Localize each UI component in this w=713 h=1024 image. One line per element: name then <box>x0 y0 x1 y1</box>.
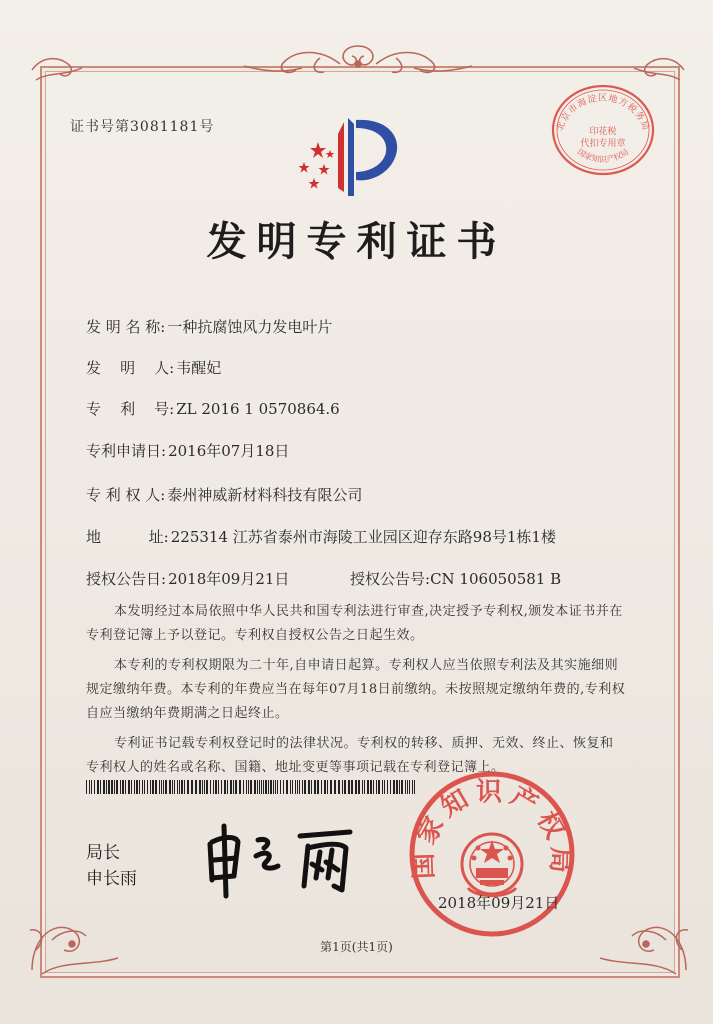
field-filing-date <box>86 440 289 461</box>
barcode-bar <box>147 780 148 794</box>
body-paragraph-1: 本发明经过本局依照中华人民共和国专利法进行审查,决定授予专利权,颁发本证书并在专利登记簿上予以登记。专利权自授权公告之日起生效。 <box>86 604 623 643</box>
barcode-bar <box>218 780 219 794</box>
body-paragraph-2: 本专利的专利权期限为二十年,自申请日起算。专利权人应当依照专利法及其实施细则规定缴纳年费。本专利的年费应当在每年07月18日前缴纳。未按照规定缴纳年费的,专利权自应当缴纳年费期满之日起终止。 <box>86 658 626 721</box>
barcode-bar <box>308 780 310 794</box>
barcode-bar <box>362 780 363 794</box>
barcode-bar <box>204 780 205 794</box>
barcode-bar <box>103 780 105 794</box>
barcode-bar <box>378 780 380 794</box>
barcode-bar <box>364 780 365 794</box>
director-title: 局长 <box>86 843 120 863</box>
barcode-bar <box>344 780 346 794</box>
field-value: 泰州神威新材料科技有限公司 <box>167 486 363 504</box>
barcode-bar <box>254 780 256 794</box>
barcode-bar <box>116 780 118 794</box>
field-label: 发 明 人: <box>86 359 175 377</box>
barcode-bar <box>268 780 269 794</box>
barcode-bar <box>235 780 237 794</box>
barcode-bar <box>215 780 217 794</box>
barcode-bar <box>86 780 87 794</box>
field-label: 地 址: <box>86 528 169 546</box>
barcode-bar <box>263 780 264 794</box>
barcode-bar <box>384 780 385 794</box>
barcode-bar <box>155 780 157 794</box>
barcode-bar <box>210 780 211 794</box>
tax-stamp-line2: 代扣专用章 <box>580 139 626 149</box>
barcode-bar <box>165 780 167 794</box>
barcode-bar <box>275 780 276 794</box>
barcode-bar <box>174 780 175 794</box>
barcode-bar <box>150 780 151 794</box>
barcode-bar <box>390 780 391 794</box>
barcode-bar <box>317 780 319 794</box>
barcode-bar <box>108 780 110 794</box>
seal-arc-text: 国家知识产权局 <box>408 777 576 880</box>
corner-ornament-top-left <box>28 50 88 90</box>
barcode-bar <box>144 780 145 794</box>
field-value: 一种抗腐蚀风力发电叶片 <box>167 318 333 336</box>
barcode-bar <box>177 780 178 794</box>
barcode-bar <box>311 780 312 794</box>
barcode-bar <box>342 780 343 794</box>
barcode-bar <box>304 780 306 794</box>
barcode-bar <box>159 780 160 794</box>
barcode-bar <box>230 780 232 794</box>
barcode-bar <box>393 780 395 794</box>
barcode-bar <box>348 780 350 794</box>
barcode-bar <box>257 780 258 794</box>
body-paragraph-3: 专利证书记载专利权登记时的法律状况。专利权的转移、质押、无效、终止、恢复和专利权人的姓名或名称、国籍、地址变更等事项记载在专利登记簿上。 <box>86 736 614 775</box>
tax-stamp-arc-text: 北京市海淀区地方税务局 <box>555 93 651 133</box>
patent-office-logo <box>294 112 410 202</box>
barcode-bar <box>161 780 162 794</box>
field-value: 2018年09月21日 <box>168 570 290 588</box>
field-patent-number <box>86 398 340 419</box>
barcode-bar <box>355 780 357 794</box>
barcode-bar <box>139 780 140 794</box>
barcode-bar <box>191 780 193 794</box>
barcode-bar <box>152 780 154 794</box>
director-name: 申长雨 <box>86 869 137 889</box>
barcode-bar <box>273 780 274 794</box>
seal-date: 2018年09月21日 <box>438 894 560 912</box>
field-value: CN 106050581 B <box>430 570 562 588</box>
barcode-bar <box>338 780 340 794</box>
barcode-bar <box>202 780 203 794</box>
barcode-bar <box>246 780 247 794</box>
barcode-bar <box>270 780 272 794</box>
field-label: 专 利 号: <box>86 400 175 418</box>
barcode-bar <box>184 780 185 794</box>
barcode-bar <box>283 780 284 794</box>
barcode-bar <box>227 780 228 794</box>
barcode-bar <box>250 780 252 794</box>
field-invention-name <box>86 316 332 337</box>
barcode-bar <box>334 780 336 794</box>
director-signature <box>200 820 370 900</box>
barcode-bar <box>131 780 132 794</box>
field-value: ZL 2016 1 0570864.6 <box>176 400 340 418</box>
barcode-bar <box>213 780 214 794</box>
barcode-bar <box>399 780 400 794</box>
field-label: 授权公告号: <box>350 570 431 588</box>
barcode-bar <box>387 780 388 794</box>
barcode-bar <box>94 780 95 794</box>
barcode-bar <box>239 780 241 794</box>
barcode-bar <box>224 780 226 794</box>
field-value: 2016年07月18日 <box>168 442 290 460</box>
barcode-bar <box>122 780 124 794</box>
barcode-bar <box>100 780 101 794</box>
field-patentee <box>86 484 362 505</box>
field-address <box>86 526 556 547</box>
barcode-bar <box>351 780 353 794</box>
barcode-bar <box>327 780 328 794</box>
barcode-bar <box>172 780 173 794</box>
barcode-bar <box>290 780 291 794</box>
barcode-bar <box>89 780 90 794</box>
patent-office-seal <box>406 768 578 940</box>
barcode-bar <box>125 780 126 794</box>
barcode-bar <box>248 780 249 794</box>
barcode-bar <box>97 780 99 794</box>
barcode-bar <box>277 780 278 794</box>
barcode-bar <box>370 780 372 794</box>
national-emblem-icon <box>462 834 522 896</box>
barcode-bar <box>382 780 383 794</box>
barcode-bar <box>221 780 222 794</box>
field-grant-number <box>350 568 561 589</box>
field-value: 韦醒妃 <box>176 359 222 377</box>
barcode-bar <box>367 780 369 794</box>
field-label: 专利申请日: <box>86 442 167 460</box>
body-text <box>86 600 626 780</box>
top-ornament <box>240 40 476 80</box>
barcode-bar <box>299 780 300 794</box>
barcode-bar <box>169 780 171 794</box>
barcode-bar <box>163 780 164 794</box>
barcode-bar <box>187 780 189 794</box>
barcode-bar <box>206 780 208 794</box>
barcode-bar <box>128 780 130 794</box>
barcode-bar <box>396 780 398 794</box>
barcode-bar <box>280 780 281 794</box>
barcode-bar <box>91 780 92 794</box>
barcode-bar <box>297 780 298 794</box>
barcode-bar <box>265 780 267 794</box>
barcode-bar <box>286 780 288 794</box>
tax-stamp-line1: 印花税 <box>589 127 617 137</box>
svg-text:国家知识产权局 <box>409 778 576 880</box>
barcode-bar <box>134 780 135 794</box>
barcode-bar <box>243 780 244 794</box>
barcode-bar <box>321 780 322 794</box>
barcode-bar <box>324 780 326 794</box>
barcode-bar <box>181 780 183 794</box>
certificate-number: 证书号第3081181号 <box>70 119 215 135</box>
barcode <box>86 780 416 794</box>
tax-stamp-bottom-text: 国家知识产权局 <box>575 147 631 165</box>
barcode-bar <box>292 780 293 794</box>
certificate-title: 发明专利证书 <box>206 218 507 265</box>
field-label: 发 明 名 称: <box>86 318 166 336</box>
barcode-bar <box>199 780 201 794</box>
barcode-bar <box>330 780 332 794</box>
barcode-bar <box>373 780 374 794</box>
barcode-bar <box>302 780 303 794</box>
barcode-bar <box>142 780 143 794</box>
barcode-bar <box>111 780 113 794</box>
page-number: 第1页(共1页) <box>320 940 393 954</box>
barcode-bar <box>376 780 377 794</box>
barcode-bar <box>233 780 234 794</box>
barcode-bar <box>358 780 360 794</box>
field-label: 专 利 权 人: <box>86 486 166 504</box>
field-grant-date <box>86 568 289 589</box>
barcode-bar <box>295 780 296 794</box>
barcode-bar <box>401 780 403 794</box>
barcode-bar <box>195 780 197 794</box>
barcode-bar <box>120 780 121 794</box>
barcode-bar <box>136 780 138 794</box>
barcode-bar <box>114 780 115 794</box>
svg-text:国家知识产权局 <box>576 147 630 164</box>
barcode-bar <box>259 780 260 794</box>
barcode-bar <box>179 780 180 794</box>
field-inventor <box>86 357 221 378</box>
field-label: 授权公告日: <box>86 570 167 588</box>
field-value: 225314 江苏省泰州市海陵工业园区迎存东路98号1栋1楼 <box>170 528 556 546</box>
barcode-bar <box>106 780 107 794</box>
barcode-bar <box>314 780 316 794</box>
tax-stamp <box>548 82 658 178</box>
barcode-bar <box>261 780 262 794</box>
